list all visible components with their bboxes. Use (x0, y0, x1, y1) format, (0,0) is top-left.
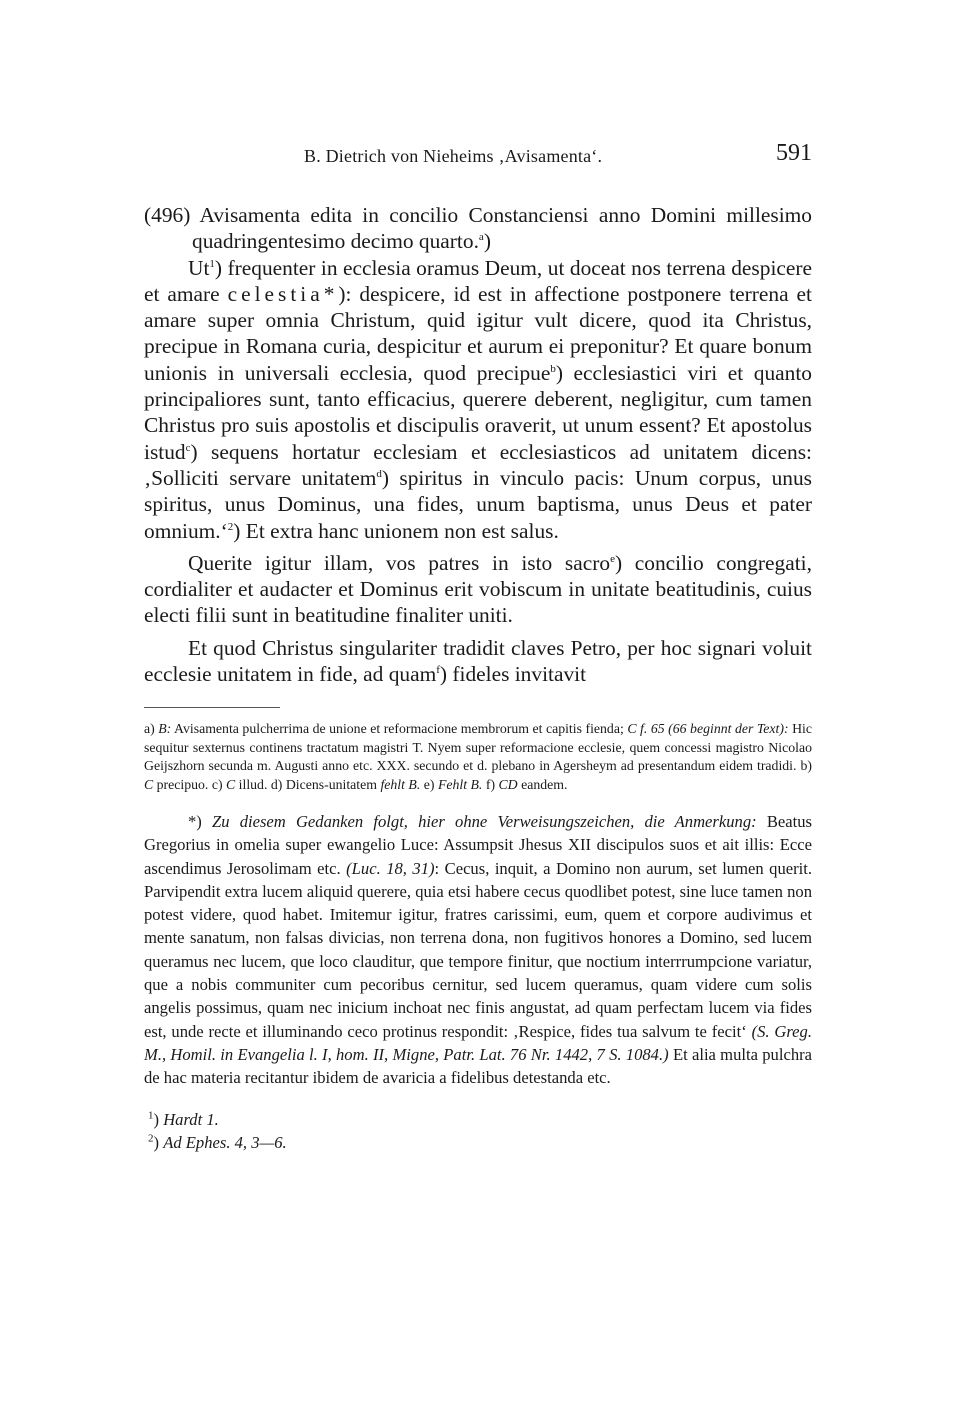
apparatus-text: precipuo. (153, 776, 209, 792)
siglum: CD (498, 776, 518, 792)
apparatus-italic: Fehlt B. (437, 776, 483, 792)
text-run: Ut (188, 255, 210, 280)
footnote-1: $^1$) Hardt 1. (148, 1109, 219, 1129)
apparatus-label: e) (423, 776, 438, 792)
footnote-marker: 2 (227, 520, 234, 533)
note-marker: f (436, 663, 440, 676)
annotation-marker: *) (188, 811, 212, 831)
annotation-block (144, 810, 812, 1090)
main-text (144, 202, 812, 687)
book-page (144, 140, 812, 1154)
text-run: fideles invitavit (447, 662, 587, 687)
apparatus-text: eandem. (517, 776, 568, 792)
heading-text: (496) Avisamenta edita in concilio Constanciensi anno Domini millesimo quadringentesimo decimo quarto. (144, 203, 812, 254)
running-head (144, 140, 812, 174)
siglum: C (226, 776, 236, 792)
siglum: B: (158, 721, 172, 737)
annotation-text: Et alia multa pulchra de hac materia recitantur ibidem de avaricia a fidelibus detestanda etc. (144, 1044, 813, 1088)
citation: (Luc. 18, 31) (346, 858, 435, 878)
apparatus-label: d) (270, 776, 286, 792)
footnote-text: Ad Ephes. 4, 3—6. (163, 1132, 287, 1152)
page-number: 591 (776, 140, 812, 166)
text-run: spiritus in vinculo pacis: Unum corpus, unus spiritus, unus Dominus, una fides, unum baptisma, unus Deus et pater omnium.‘ (144, 465, 812, 543)
footnote-divider (144, 707, 280, 708)
note-marker: e (610, 552, 615, 565)
apparatus-text: Avisamenta pulcherrima de unione et reformacione membrorum et capitis fienda; (171, 721, 628, 737)
note-marker: b (550, 362, 556, 375)
apparatus-italic: fehlt B. (380, 776, 421, 792)
annotation-intro: Zu diesem Gedanken folgt, hier ohne Verweisungszeichen, die Anmerkung: (212, 811, 757, 831)
footnote-marker: 1 (209, 257, 215, 270)
text-run: frequenter in ecclesia oramus Deum, ut doceat nos terrena despicere et amare (144, 255, 812, 306)
critical-apparatus (144, 720, 812, 794)
text-run: Et extra hanc unionem non est salus. (240, 518, 559, 543)
annotation-text: Beatus Gregorius in omelia super ewangelio Luce: Assumpsit Jhesus XII discipulos suos et ait illis: Ecce ascendimus Jerosolimam etc. (144, 811, 813, 878)
apparatus-ref: C f. 65 (66 beginnt der Text): (627, 721, 789, 737)
text-run: Querite igitur illam, vos patres in isto sacro (188, 550, 611, 575)
note-marker: a (478, 231, 484, 244)
annotation-paragraph (144, 810, 812, 1090)
apparatus-text: Hic sequitur sexternus continens tractatum magistri T. Nyem super reformacione ecclesie, quem concessi magistro Nicolao Geijszhorn secunda m. Augusti anno etc. XXX. secundo et d. plebano in Agersheym ad presentandum eidem tradidi. (144, 721, 813, 774)
footnote-text: Hardt 1. (163, 1109, 219, 1129)
text-run: concilio congregati, cordialiter et audacter et Dominus erit vobiscum in unitate beatitudinis, cuius electi filii sunt in beatitudine finaliter uniti. (144, 550, 812, 628)
annotation-text: : Cecus, inquit, a Domino non aurum, set lumen querit. Parvipendit extra lucem aliquid querere, quia etsi habere cecus quodlibet potest, sine luce tamen non potest videre, quod habet. Imitemur igitur, fratres carissimi, eum, quem et corpore audivimus et mente sanatum, non falsas divicias, non terrena dona, non fugitivos honores a Domino, sed lucem queramus nec lucem, que loco clauditur, que tempore finitur, que noctium interrrumpcione variatur, que a nobis communiter cum pecoribus cernitur, sed lucem queramus, quam videre cum solis angelis possimus, quam nec inicium inchoat nec finis angustat, ad quam perfectam lucem via fides est, unde recte et illuminando ceco protinus respondit: ‚Respice, fides tua salvum te fecit‘ (144, 858, 812, 1041)
siglum: C (144, 776, 154, 792)
footnote-number: 2 (148, 1132, 154, 1144)
apparatus-text: Dicens-unitatem (285, 776, 381, 792)
paragraph-3: Et quod Christus singulariter tradidit claves Petro, per hoc signari voluit ecclesie unitatem in fide, ad quam$^f$) fideles invitavit (144, 635, 812, 687)
apparatus-label: c) (211, 776, 226, 792)
apparatus-entries (144, 720, 812, 794)
paragraph-1: Ut$^1$) frequenter in ecclesia oramus Deum, ut doceat nos terrena despicere et amare celestia*): despicere, id est in affectione postponere terrena et amare super omnia Christum, quid igitur vult dicere, quod ita Christus, precipue in Romana curia, despicitur et aurum ei preponitur? Et quare bonum unionis in universali ecclesia, quod precipue$^b$) ecclesiastici viri et quanto principaliores sunt, tanto efficacius, querere deberent, negligitur, cum tamen Christus pro suis apostolis et discipulis oraverit, ut unum essent? Et apostolus istud$^c$) sequens hortatur ecclesiam et ecclesiasticos ad unitatem dicens: ‚Solliciti servare unitatem$^d$) spiritus in vinculo pacis: Unum corpus, unus spiritus, unus Dominus, una fides, unum baptisma, unus Deus et pater omnium.‘$^2$) Et extra hanc unionem non est salus. (144, 255, 812, 543)
apparatus-text: illud. (235, 776, 268, 792)
paragraph-2: Querite igitur illam, vos patres in isto sacro$^e$) concilio congregati, cordialiter et audacter et Dominus erit vobiscum in unitate beatitudinis, cuius electi filii sunt in beatitudine finaliter uniti. (144, 550, 812, 628)
apparatus-label: b) (800, 758, 812, 774)
note-marker: c (185, 441, 191, 454)
footnotes (144, 1108, 812, 1154)
running-head-title: B. Dietrich von Nieheims ‚Avisamenta‘. (304, 146, 603, 166)
footnote-number: 1 (148, 1109, 154, 1121)
note-marker: d (376, 467, 382, 480)
apparatus-label: a) (144, 721, 159, 737)
text-run: Et quod Christus singulariter tradidit claves Petro, per hoc signari voluit ecclesie unitatem in fide, ad quam (144, 635, 812, 687)
footnote-2: $^2$) Ad Ephes. 4, 3—6. (148, 1132, 287, 1152)
citation: (S. Greg. M., Homil. in Evangelia l. I, hom. II, Migne, Patr. Lat. 76 Nr. 1442, 7 S. 1084.) (144, 1021, 812, 1064)
text-run: sequens hortatur ecclesiam et ecclesiasticos ad unitatem dicens: ‚Solliciti servare unitatem (144, 439, 812, 490)
apparatus-label: f) (485, 776, 499, 792)
text-run: : despicere, id est in affectione postponere terrena et amare super omnia Christum, quid igitur vult dicere, quod ita Christus, precipue in Romana curia, despicitur et aurum ei preponitur? Et quare bonum unionis in universali ecclesia, quod precipue (144, 281, 812, 385)
document-heading: (496) Avisamenta edita in concilio Constanciensi anno Domini millesimo quadringentesimo decimo quarto.$^a$) (144, 203, 812, 254)
text-run: ecclesiastici viri et quanto principaliores sunt, tanto efficacius, querere deberent, negligitur, cum tamen Christus pro suis apostolis et discipulis oraverit, ut unum essent? Et apostolus istud (144, 360, 812, 464)
spaced-word: celestia* (227, 281, 339, 306)
